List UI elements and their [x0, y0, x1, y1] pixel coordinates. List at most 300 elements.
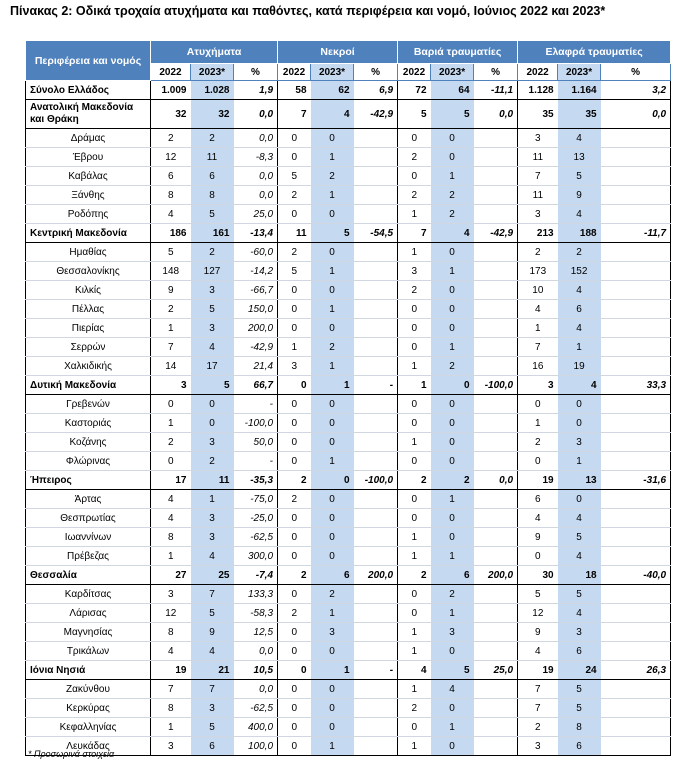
cell-2022: 0 [278, 148, 311, 167]
cell-2023: 0 [311, 509, 354, 528]
cell-2022: 0 [398, 490, 431, 509]
cell-2023: 1 [311, 262, 354, 281]
row-label: Καβάλας [26, 167, 151, 186]
cell-2023: 5 [191, 205, 234, 224]
cell-2023: 6 [558, 737, 601, 756]
cell-pct [474, 699, 518, 718]
cell-2022: 0 [398, 585, 431, 604]
cell-2022: 4 [151, 509, 191, 528]
cell-pct: 25,0 [234, 205, 278, 224]
cell-pct [474, 452, 518, 471]
cell-2023: 0 [431, 395, 474, 414]
cell-2022: 7 [278, 100, 311, 129]
cell-2023: 1 [311, 737, 354, 756]
cell-2022: 1 [398, 642, 431, 661]
cell-2023: 1 [311, 357, 354, 376]
cell-pct: -7,4 [234, 566, 278, 585]
cell-pct [354, 357, 398, 376]
cell-2023: 8 [558, 718, 601, 737]
cell-2022: 173 [518, 262, 558, 281]
cell-2022: 30 [518, 566, 558, 585]
cell-pct [601, 148, 671, 167]
cell-pct: 33,3 [601, 376, 671, 395]
cell-2023: 2 [191, 243, 234, 262]
table-row-prefecture [26, 547, 671, 566]
cell-2023: 3 [191, 528, 234, 547]
cell-pct: 0,0 [474, 100, 518, 129]
cell-pct: -100,0 [354, 471, 398, 490]
table-row-prefecture [26, 186, 671, 205]
cell-2022: 7 [518, 167, 558, 186]
cell-2023: 3 [558, 623, 601, 642]
cell-2023: 4 [311, 100, 354, 129]
cell-2023: 2 [431, 186, 474, 205]
cell-pct: - [354, 661, 398, 680]
cell-2022: 19 [151, 661, 191, 680]
cell-2022: 0 [278, 452, 311, 471]
cell-2022: 5 [151, 243, 191, 262]
cell-2022: 4 [151, 642, 191, 661]
cell-pct: 66,7 [234, 376, 278, 395]
cell-2022: 1.009 [151, 81, 191, 100]
cell-pct: -8,3 [234, 148, 278, 167]
table-row-prefecture [26, 357, 671, 376]
table-row-region [26, 224, 671, 243]
cell-pct [354, 243, 398, 262]
cell-2022: 1 [398, 680, 431, 699]
cell-pct [474, 642, 518, 661]
cell-2022: 3 [151, 737, 191, 756]
cell-2022: 1 [398, 376, 431, 395]
cell-pct: -11,1 [474, 81, 518, 100]
cell-2022: 7 [518, 680, 558, 699]
cell-2023: 0 [431, 376, 474, 395]
cell-pct [474, 281, 518, 300]
cell-2022: 1 [398, 205, 431, 224]
cell-2023: 5 [311, 224, 354, 243]
col-2023: 2023* [431, 64, 474, 81]
cell-2022: 2 [278, 604, 311, 623]
cell-2023: 0 [431, 528, 474, 547]
cell-2022: 4 [518, 509, 558, 528]
col-2022: 2022 [398, 64, 431, 81]
cell-2023: 6 [191, 167, 234, 186]
cell-2023: 2 [311, 585, 354, 604]
cell-2023: 0 [311, 718, 354, 737]
cell-2023: 11 [191, 471, 234, 490]
row-label: Χαλκιδικής [26, 357, 151, 376]
row-label: Δράμας [26, 129, 151, 148]
cell-2023: 3 [311, 623, 354, 642]
cell-2022: 1 [151, 319, 191, 338]
cell-2023: 6 [558, 300, 601, 319]
cell-pct [474, 148, 518, 167]
row-label: Κοζάνης [26, 433, 151, 452]
table-row-prefecture [26, 167, 671, 186]
cell-pct [601, 433, 671, 452]
cell-2022: 1 [151, 718, 191, 737]
table-row-region [26, 471, 671, 490]
cell-pct [474, 718, 518, 737]
cell-2022: 0 [278, 642, 311, 661]
cell-2022: 1 [518, 319, 558, 338]
row-label: Άρτας [26, 490, 151, 509]
cell-pct: - [234, 452, 278, 471]
table-row-prefecture [26, 528, 671, 547]
cell-pct [601, 452, 671, 471]
cell-2023: 0 [431, 129, 474, 148]
cell-2022: 4 [518, 300, 558, 319]
row-label: Δυτική Μακεδονία [26, 376, 151, 395]
cell-2022: 0 [398, 167, 431, 186]
cell-pct: -42,9 [474, 224, 518, 243]
cell-2022: 3 [278, 357, 311, 376]
cell-2022: 4 [151, 205, 191, 224]
cell-pct: 6,9 [354, 81, 398, 100]
cell-pct [601, 737, 671, 756]
cell-2023: 0 [311, 547, 354, 566]
cell-2023: 62 [311, 81, 354, 100]
table-row-prefecture [26, 585, 671, 604]
cell-2023: 3 [191, 509, 234, 528]
col-2023: 2023* [558, 64, 601, 81]
cell-2022: 2 [278, 186, 311, 205]
cell-2022: 0 [278, 395, 311, 414]
cell-2023: 1 [558, 338, 601, 357]
cell-pct: 0,0 [601, 100, 671, 129]
table-row-prefecture [26, 509, 671, 528]
cell-2022: 1 [398, 243, 431, 262]
row-label: Κιλκίς [26, 281, 151, 300]
cell-2023: 4 [431, 224, 474, 243]
table-row-prefecture [26, 262, 671, 281]
cell-2022: 2 [398, 699, 431, 718]
cell-2023: 0 [311, 471, 354, 490]
cell-2022: 0 [151, 452, 191, 471]
cell-pct [354, 737, 398, 756]
footnote: * Προσωρινά στοιχεία [28, 749, 115, 759]
cell-2023: 0 [311, 243, 354, 262]
row-label: Ανατολική Μακεδονία και Θράκη [26, 100, 151, 129]
cell-2022: 1 [278, 338, 311, 357]
cell-pct [354, 395, 398, 414]
cell-2022: 1 [151, 547, 191, 566]
cell-pct [601, 585, 671, 604]
cell-pct [601, 243, 671, 262]
cell-2023: 1 [311, 376, 354, 395]
cell-2023: 19 [558, 357, 601, 376]
cell-2023: 11 [191, 148, 234, 167]
row-label: Μαγνησίας [26, 623, 151, 642]
cell-2023: 0 [311, 528, 354, 547]
cell-pct [474, 737, 518, 756]
cell-2022: 0 [398, 338, 431, 357]
cell-pct [354, 148, 398, 167]
row-label: Ιόνια Νησιά [26, 661, 151, 680]
cell-2022: 2 [398, 281, 431, 300]
cell-2023: 2 [431, 357, 474, 376]
row-label: Ζακύνθου [26, 680, 151, 699]
cell-2023: 0 [558, 395, 601, 414]
cell-pct [601, 528, 671, 547]
col-2022: 2022 [278, 64, 311, 81]
table-row-prefecture [26, 338, 671, 357]
cell-2022: 0 [398, 604, 431, 623]
cell-pct [354, 528, 398, 547]
col-2023: 2023* [191, 64, 234, 81]
cell-2022: 0 [278, 376, 311, 395]
cell-2022: 0 [278, 129, 311, 148]
cell-2023: 0 [431, 243, 474, 262]
cell-pct: 0,0 [234, 167, 278, 186]
cell-pct [354, 319, 398, 338]
cell-2023: 5 [191, 376, 234, 395]
cell-pct: -62,5 [234, 699, 278, 718]
cell-pct [474, 357, 518, 376]
cell-pct: 0,0 [234, 680, 278, 699]
cell-pct: -66,7 [234, 281, 278, 300]
group-header-accidents: Ατυχήματα [151, 41, 278, 64]
cell-2023: 3 [191, 433, 234, 452]
cell-2023: 0 [311, 205, 354, 224]
cell-2023: 1 [431, 167, 474, 186]
cell-2022: 5 [278, 262, 311, 281]
cell-2022: 5 [278, 167, 311, 186]
cell-pct [474, 585, 518, 604]
cell-2023: 4 [558, 205, 601, 224]
cell-2022: 0 [278, 205, 311, 224]
cell-pct: -14,2 [234, 262, 278, 281]
cell-2023: 5 [558, 528, 601, 547]
cell-2023: 7 [191, 585, 234, 604]
cell-2023: 3 [191, 699, 234, 718]
cell-2023: 2 [431, 205, 474, 224]
cell-2023: 1 [311, 148, 354, 167]
cell-2022: 7 [518, 699, 558, 718]
cell-pct [474, 623, 518, 642]
cell-pct: 150,0 [234, 300, 278, 319]
cell-pct [601, 509, 671, 528]
cell-2022: 9 [518, 528, 558, 547]
cell-2022: 12 [151, 604, 191, 623]
cell-2023: 5 [558, 167, 601, 186]
cell-2022: 2 [398, 471, 431, 490]
cell-pct [354, 490, 398, 509]
cell-2022: 0 [398, 395, 431, 414]
cell-pct [474, 547, 518, 566]
cell-2022: 72 [398, 81, 431, 100]
cell-2022: 0 [278, 718, 311, 737]
cell-2022: 0 [398, 452, 431, 471]
cell-pct [474, 528, 518, 547]
cell-2023: 6 [311, 566, 354, 585]
cell-2023: 5 [431, 661, 474, 680]
cell-pct: 1,9 [234, 81, 278, 100]
cell-pct: 0,0 [234, 642, 278, 661]
cell-2023: 1 [191, 490, 234, 509]
cell-2022: 0 [398, 300, 431, 319]
cell-2022: 3 [518, 129, 558, 148]
cell-pct [601, 395, 671, 414]
cell-2023: 0 [311, 490, 354, 509]
cell-2022: 2 [278, 490, 311, 509]
cell-2022: 186 [151, 224, 191, 243]
cell-2022: 3 [151, 585, 191, 604]
cell-pct [474, 680, 518, 699]
cell-2023: 0 [558, 490, 601, 509]
cell-2022: 1 [398, 357, 431, 376]
cell-2022: 27 [151, 566, 191, 585]
cell-2023: 188 [558, 224, 601, 243]
cell-2023: 9 [558, 186, 601, 205]
cell-pct [601, 414, 671, 433]
cell-pct: -40,0 [601, 566, 671, 585]
cell-2023: 18 [558, 566, 601, 585]
cell-pct [474, 338, 518, 357]
cell-2023: 0 [431, 281, 474, 300]
cell-2023: 2 [311, 338, 354, 357]
cell-2023: 32 [191, 100, 234, 129]
cell-pct [601, 642, 671, 661]
cell-pct [354, 129, 398, 148]
cell-pct [354, 452, 398, 471]
cell-2022: 6 [151, 167, 191, 186]
row-label: Έβρου [26, 148, 151, 167]
cell-2023: 3 [431, 623, 474, 642]
cell-2023: 161 [191, 224, 234, 243]
cell-pct: - [354, 376, 398, 395]
table-title: Πίνακας 2: Οδικά τροχαία ατυχήματα και παθόντες, κατά περιφέρεια και νομό, Ιούνιος 2022 και 2023* [10, 4, 606, 18]
cell-2023: 152 [558, 262, 601, 281]
row-label: Κεφαλληνίας [26, 718, 151, 737]
row-label: Σερρών [26, 338, 151, 357]
cell-2022: 0 [278, 528, 311, 547]
cell-pct [601, 262, 671, 281]
cell-2022: 8 [151, 623, 191, 642]
cell-pct [474, 167, 518, 186]
cell-pct [601, 718, 671, 737]
cell-2022: 0 [398, 509, 431, 528]
table-row-prefecture [26, 148, 671, 167]
cell-2022: 213 [518, 224, 558, 243]
cell-pct: 300,0 [234, 547, 278, 566]
cell-2023: 0 [431, 509, 474, 528]
cell-2023: 2 [431, 585, 474, 604]
cell-2022: 3 [518, 205, 558, 224]
row-label: Λάρισας [26, 604, 151, 623]
cell-2023: 5 [558, 680, 601, 699]
col-pct: % [474, 64, 518, 81]
cell-pct: 21,4 [234, 357, 278, 376]
cell-2022: 11 [518, 148, 558, 167]
cell-pct [354, 262, 398, 281]
cell-pct [354, 414, 398, 433]
row-label: Πιερίας [26, 319, 151, 338]
table-row-prefecture [26, 699, 671, 718]
cell-pct [474, 262, 518, 281]
cell-2023: 4 [191, 547, 234, 566]
cell-2022: 7 [518, 338, 558, 357]
cell-2022: 6 [518, 490, 558, 509]
table-row-region [26, 100, 671, 129]
cell-2022: 7 [151, 338, 191, 357]
cell-2023: 0 [311, 642, 354, 661]
cell-pct [601, 547, 671, 566]
cell-2022: 2 [518, 243, 558, 262]
cell-2023: 0 [558, 414, 601, 433]
cell-2023: 0 [311, 699, 354, 718]
col-pct: % [354, 64, 398, 81]
table-row-region [26, 376, 671, 395]
cell-2022: 5 [518, 585, 558, 604]
cell-2023: 0 [191, 395, 234, 414]
col-pct: % [601, 64, 671, 81]
cell-2022: 2 [518, 718, 558, 737]
cell-2023: 2 [558, 243, 601, 262]
cell-2022: 0 [278, 737, 311, 756]
cell-2023: 9 [191, 623, 234, 642]
cell-pct: 26,3 [601, 661, 671, 680]
cell-2023: 3 [558, 433, 601, 452]
cell-2023: 1 [311, 300, 354, 319]
cell-2022: 0 [398, 129, 431, 148]
cell-2022: 2 [278, 243, 311, 262]
cell-2023: 1 [431, 547, 474, 566]
cell-2023: 4 [191, 642, 234, 661]
cell-2022: 3 [518, 376, 558, 395]
cell-pct: -75,0 [234, 490, 278, 509]
row-label: Κερκύρας [26, 699, 151, 718]
cell-pct: 133,3 [234, 585, 278, 604]
cell-2023: 2 [191, 129, 234, 148]
cell-2023: 0 [431, 452, 474, 471]
cell-2022: 0 [278, 699, 311, 718]
cell-2023: 6 [558, 642, 601, 661]
cell-2022: 19 [518, 471, 558, 490]
cell-2022: 2 [151, 433, 191, 452]
cell-2022: 0 [518, 547, 558, 566]
cell-pct: -25,0 [234, 509, 278, 528]
cell-pct [354, 300, 398, 319]
table-row-prefecture [26, 433, 671, 452]
cell-2022: 16 [518, 357, 558, 376]
cell-pct: 200,0 [354, 566, 398, 585]
cell-2022: 10 [518, 281, 558, 300]
cell-2023: 24 [558, 661, 601, 680]
table-row-prefecture [26, 737, 671, 756]
cell-pct [474, 205, 518, 224]
region-column-header: Περιφέρεια και νομός [26, 41, 151, 81]
cell-2023: 127 [191, 262, 234, 281]
cell-2022: 5 [398, 100, 431, 129]
cell-pct [474, 395, 518, 414]
cell-2023: 0 [311, 433, 354, 452]
cell-pct [601, 129, 671, 148]
cell-2022: 2 [398, 186, 431, 205]
cell-pct [601, 338, 671, 357]
table-row-prefecture [26, 281, 671, 300]
cell-2023: 0 [311, 319, 354, 338]
cell-2022: 0 [518, 452, 558, 471]
cell-2022: 3 [398, 262, 431, 281]
cell-pct [354, 585, 398, 604]
cell-pct [474, 433, 518, 452]
cell-2023: 4 [431, 680, 474, 699]
cell-pct: -11,7 [601, 224, 671, 243]
cell-pct [354, 338, 398, 357]
cell-pct: -100,0 [234, 414, 278, 433]
cell-2022: 4 [518, 642, 558, 661]
